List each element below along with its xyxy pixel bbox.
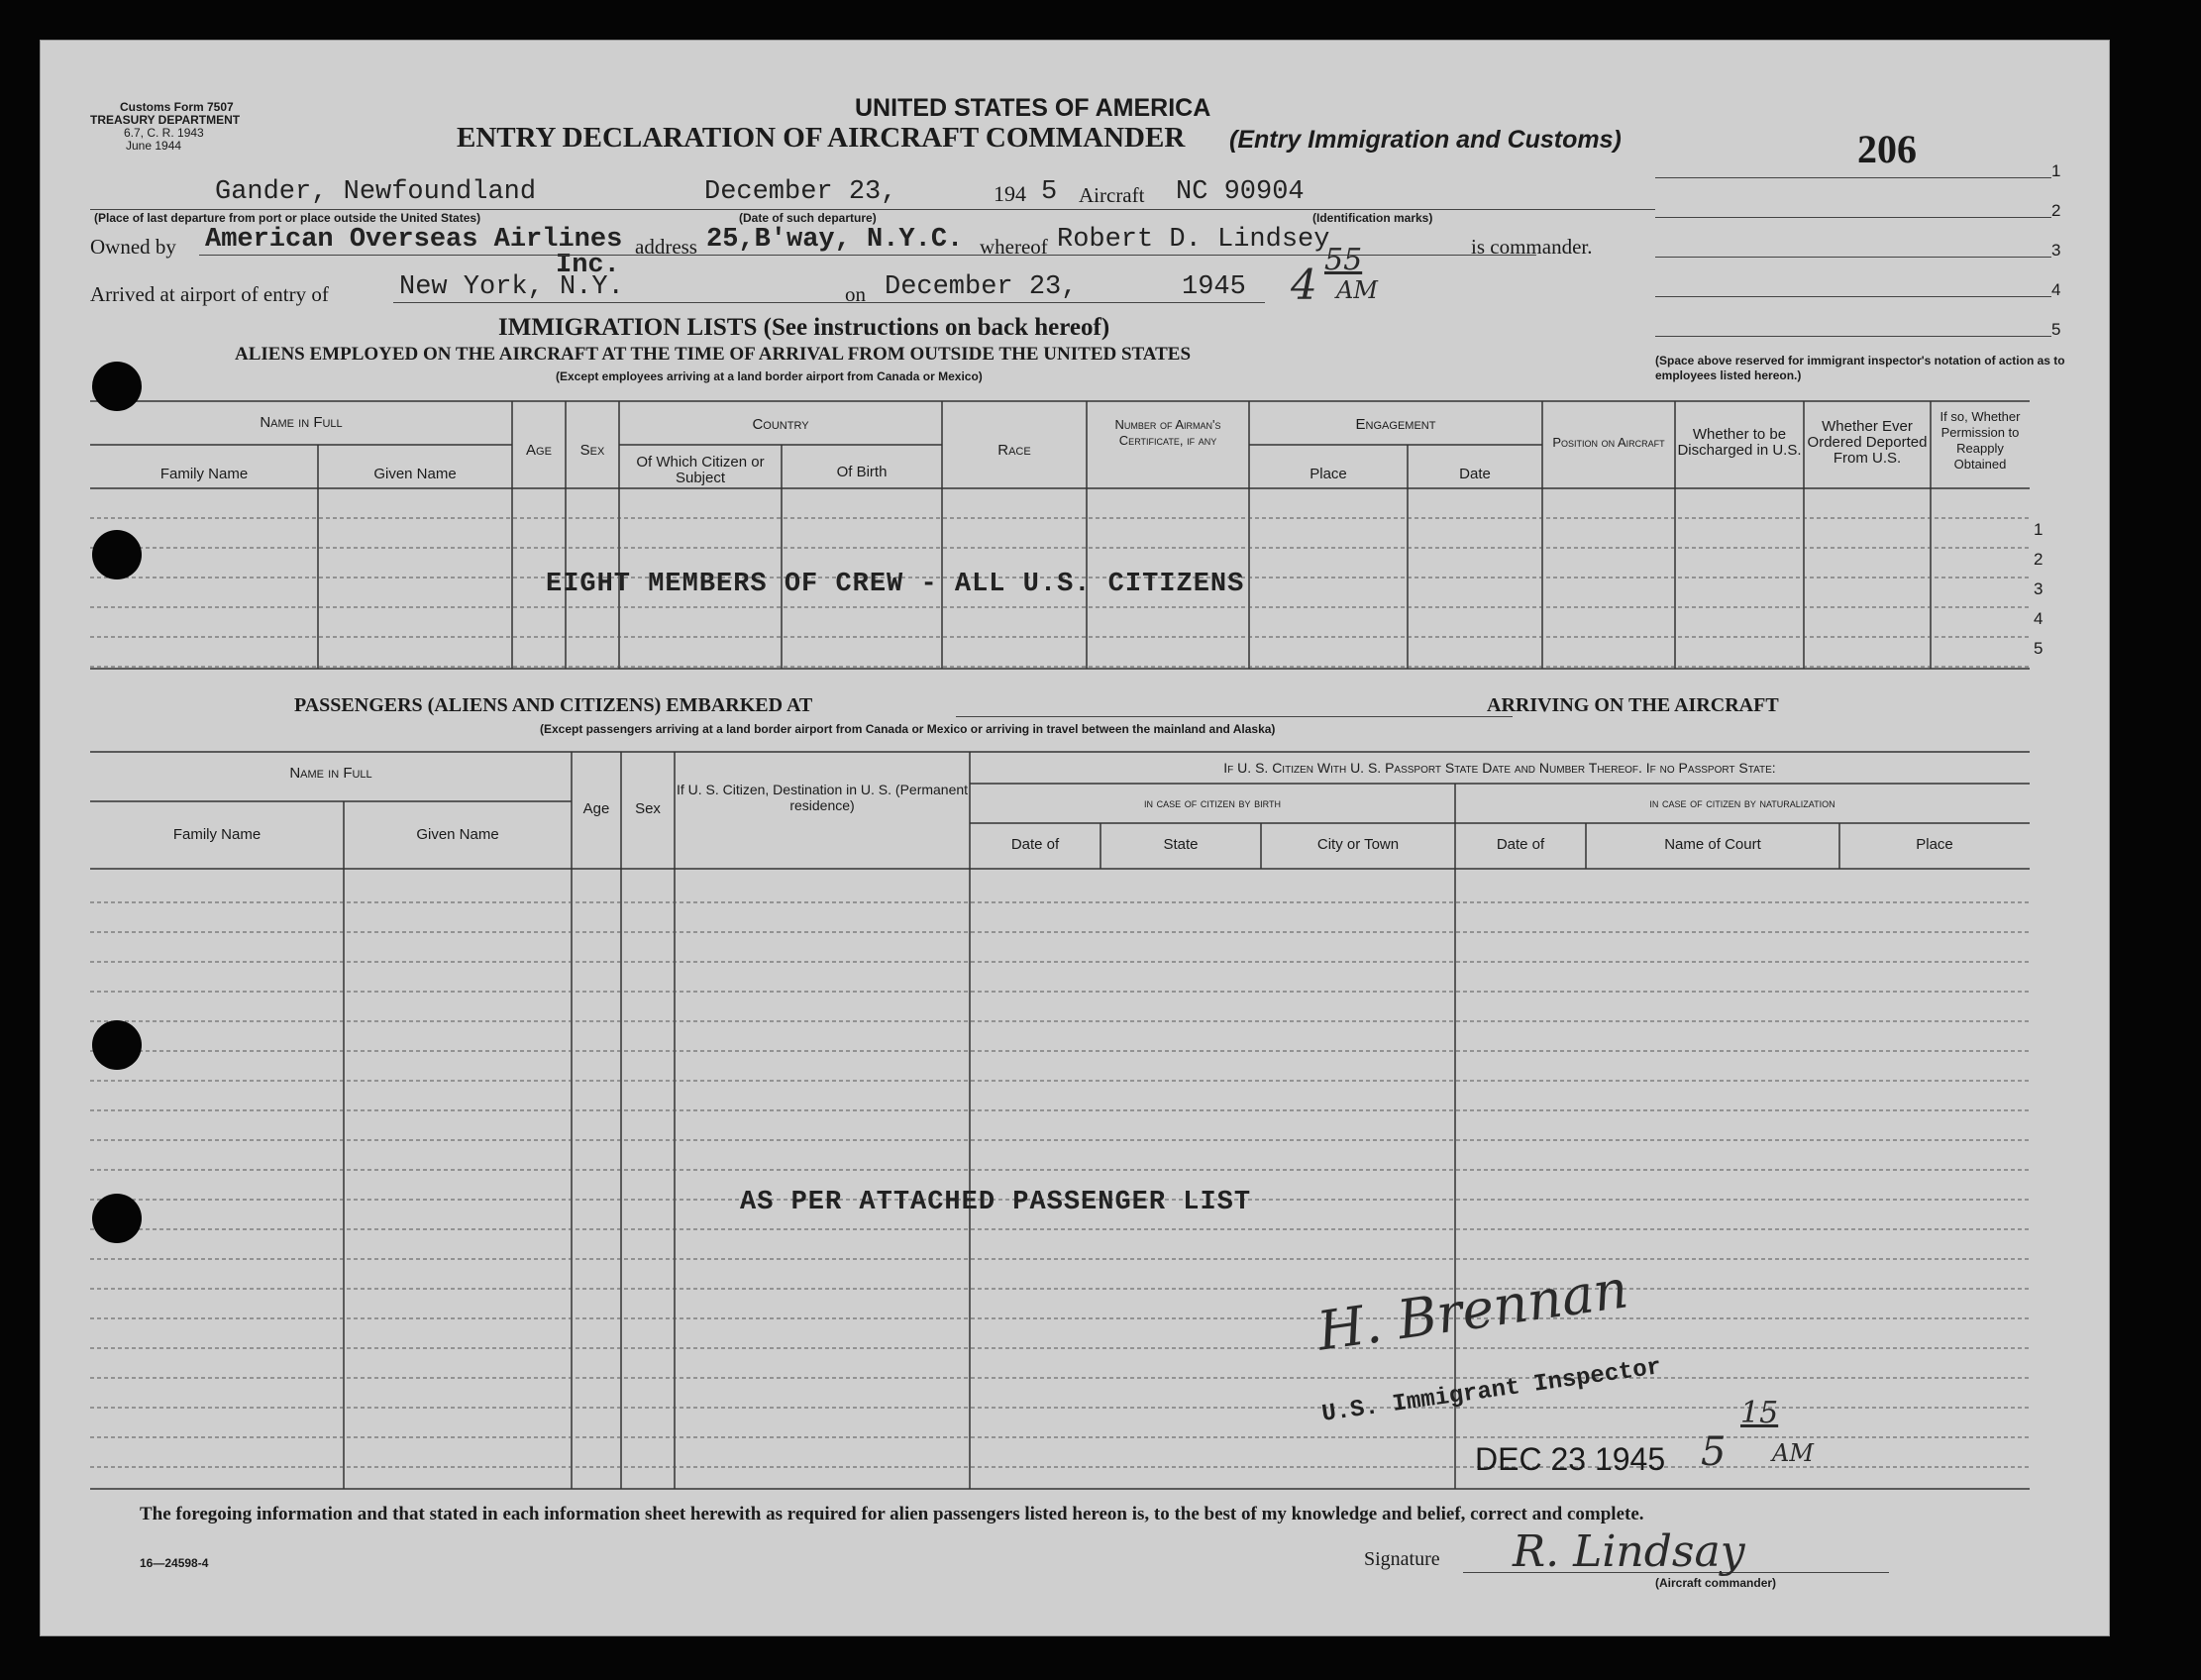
pcol-naturalization-date: Date of bbox=[1496, 836, 1545, 853]
pcol-given-name: Given Name bbox=[416, 826, 499, 843]
pcol-passport: If U. S. Citizen With U. S. Passport State Date and Number Thereof. If no Passport State: bbox=[1223, 760, 1776, 776]
col-position: Position on Aircraft bbox=[1552, 435, 1665, 450]
row-number: 1 bbox=[2034, 520, 2044, 539]
pcol-city-or-town: City or Town bbox=[1316, 836, 1400, 853]
arrival-date-value: December 23, bbox=[885, 272, 1078, 302]
passenger-entry: AS PER ATTACHED PASSENGER LIST bbox=[740, 1188, 1252, 1217]
col-given-name: Given Name bbox=[373, 466, 457, 482]
owner-value: American Overseas Airlines bbox=[205, 225, 623, 255]
col-engagement-date: Date bbox=[1459, 466, 1491, 482]
owned-by-label: Owned by bbox=[90, 235, 176, 259]
departure-place-caption: (Place of last departure from port or place outside the United States) bbox=[94, 211, 481, 225]
form-date: June 1944 bbox=[126, 139, 182, 153]
immigration-heading: IMMIGRATION LISTS (See instructions on back hereof) bbox=[498, 314, 1110, 341]
year-suffix: 5 bbox=[1041, 177, 1058, 207]
signature-label: Signature bbox=[1364, 1548, 1440, 1570]
year-prefix: 194 bbox=[994, 181, 1026, 206]
punch-hole bbox=[92, 530, 142, 579]
pcol-by-birth: in case of citizen by birth bbox=[1144, 795, 1281, 810]
departure-date-value: December 23, bbox=[704, 177, 897, 207]
col-of-birth: Of Birth bbox=[836, 464, 888, 480]
arrival-year-value: 1945 bbox=[1182, 272, 1246, 302]
col-age: Age bbox=[526, 442, 552, 459]
arrived-label: Arrived at airport of entry of bbox=[90, 282, 329, 306]
col-sex: Sex bbox=[579, 442, 605, 459]
arrival-airport-value: New York, N.Y. bbox=[399, 272, 624, 302]
inspector-signature: H. Brennan bbox=[1313, 1257, 1632, 1363]
immigration-note: (Except employees arriving at a land border airport from Canada or Mexico) bbox=[556, 369, 983, 383]
pcol-age: Age bbox=[582, 800, 610, 817]
form-title: ENTRY DECLARATION OF AIRCRAFT COMMANDER bbox=[457, 122, 1186, 154]
pcol-date-of: Date of bbox=[1010, 836, 1060, 853]
pcol-family-name: Family Name bbox=[172, 826, 262, 843]
punch-hole bbox=[92, 1020, 142, 1070]
passengers-heading-right: ARRIVING ON THE AIRCRAFT bbox=[1487, 694, 1779, 716]
address-value: 25,B'way, N.Y.C. bbox=[706, 225, 964, 255]
col-discharged: Whether to be Discharged in U.S. bbox=[1677, 426, 1802, 459]
col-engagement-place: Place bbox=[1310, 466, 1347, 482]
commander-value: Robert D. Lindsey bbox=[1057, 225, 1330, 255]
pcol-destination: If U. S. Citizen, Destination in U. S. (Permanent residence) bbox=[676, 782, 969, 813]
departure-date-caption: (Date of such departure) bbox=[739, 211, 877, 225]
row-number: 3 bbox=[2034, 579, 2044, 598]
owner-value-cont: Inc. bbox=[556, 251, 620, 280]
row-number: 5 bbox=[2034, 639, 2044, 658]
department-name: TREASURY DEPARTMENT bbox=[90, 113, 241, 127]
pcol-by-naturalization: in case of citizen by naturalization bbox=[1649, 795, 1835, 810]
arrival-time-min: 55 bbox=[1324, 243, 1363, 277]
address-label: address bbox=[635, 235, 697, 259]
col-family-name: Family Name bbox=[159, 466, 249, 482]
pcol-place: Place bbox=[1916, 836, 1953, 853]
inspector-title: U.S. Immigrant Inspector bbox=[1319, 1354, 1663, 1428]
punch-hole bbox=[92, 362, 142, 411]
passengers-heading: PASSENGERS (ALIENS AND CITIZENS) EMBARKED AT bbox=[294, 694, 813, 716]
passengers-note: (Except passengers arriving at a land border airport from Canada or Mexico or arriving in travel between the mainland and Alaska) bbox=[540, 722, 1276, 736]
col-deported: Whether Ever Ordered Deported From U.S. bbox=[1807, 418, 1928, 467]
commander-signature: R. Lindsay bbox=[1513, 1526, 1745, 1577]
col-name-in-full: Name in Full bbox=[260, 414, 343, 431]
row-number: 4 bbox=[2034, 609, 2044, 628]
col-permission: If so, Whether Permission to Reapply Obtained bbox=[1939, 409, 2021, 472]
inspector-stamp-date: DEC 23 1945 bbox=[1475, 1441, 1666, 1477]
inspector-time-hour: 5 bbox=[1701, 1429, 1727, 1475]
country-title: UNITED STATES OF AMERICA bbox=[855, 94, 1211, 122]
whereof-label: whereof bbox=[980, 235, 1048, 259]
aircraft-id-value: NC 90904 bbox=[1176, 177, 1305, 207]
pcol-state: State bbox=[1163, 836, 1199, 853]
arrival-time-hour: 4 bbox=[1291, 261, 1317, 309]
immigration-subheading: ALIENS EMPLOYED ON THE AIRCRAFT AT THE TIME OF ARRIVAL FROM OUTSIDE THE UNITED STATES bbox=[235, 344, 1192, 365]
print-code: 16—24598-4 bbox=[140, 1556, 209, 1570]
inspector-time-min: 15 bbox=[1740, 1396, 1779, 1430]
pcol-name-of-court: Name of Court bbox=[1664, 836, 1761, 853]
col-engagement: Engagement bbox=[1355, 416, 1436, 433]
certification-text: The foregoing information and that stated in each information sheet herewith as required for alien passengers listed hereon is, to the best of my knowledge and belief, correct and complete. bbox=[140, 1504, 1644, 1524]
crew-entry: EIGHT MEMBERS OF CREW - ALL U.S. CITIZENS bbox=[546, 570, 1245, 599]
pcol-sex: Sex bbox=[635, 800, 661, 817]
regulation-ref: 6.7, C. R. 1943 bbox=[124, 126, 204, 140]
aircraft-label: Aircraft bbox=[1079, 183, 1145, 207]
aircraft-id-caption: (Identification marks) bbox=[1312, 211, 1433, 225]
inspector-time-ampm: AM bbox=[1772, 1439, 1814, 1467]
form-title-subtitle: (Entry Immigration and Customs) bbox=[1229, 126, 1622, 154]
signature-caption: (Aircraft commander) bbox=[1655, 1576, 1777, 1590]
col-country: Country bbox=[752, 416, 809, 433]
is-commander-label: is commander. bbox=[1471, 235, 1593, 259]
departure-place-value: Gander, Newfoundland bbox=[215, 177, 537, 207]
serial-number: 206 bbox=[1857, 127, 1917, 171]
customs-form-number: Customs Form 7507 bbox=[120, 100, 234, 114]
form-sheet: Customs Form 7507 TREASURY DEPARTMENT 6.7, C. R. 1943 June 1944 UNITED STATES OF AMERICA ENTRY DECLARATION OF AIRCRAFT COMMANDER (Entry Immigration and Customs) 206 1 2 3 4 5 (Space above reserved for immigrant inspector's notation of action as to employees listed hereon.) Gander, Newfoundland (Place of last departure from port or place outside the United States) December 23, (Date of such departure) 194 5 Aircraft NC 90904 (Identification marks) Owned by American Overseas Airlines Inc. address 25,B'way, N.Y.C. whereof Robert D. Lindsey is commander. Arrived at airport of entry of New York, N.Y. on December 23, 1945 4 55 AM IMMIGRATION LISTS (See instructions on back hereof) ALIENS EMPLOYED ON THE AIRCRAFT AT THE TIME OF ARRIVAL FROM OUTSIDE THE UNITED STATES (Except employees arriving at a land border airport from Canada or Mexico) Name in Full Family Name Given Name Age Sex Country Of Which Citizen or Subject Of Birth Race Number of Airman's Certificate, if any Engagement Place Date Position on Aircraft Whether to be Discharged in U.S. Whether Ever Ordered Deported From U.S. If so, Whether Permission to Reapply Obtained 1 2 3 4 5 EIGHT MEMBERS OF CREW - ALL U.S. CITIZENS PASSENGERS (ALIENS AND CITIZENS) EMBARKED AT ARRIVING ON THE AIRCRAFT (Except passengers arriving at a land border airport from Canada or Mexico or arriving in travel between the mainland and Alaska) Name in Full Family Name Given Name Age Sex If U. S. Citizen, Destination in U. S. (Permanent residence) If U. S. Citizen With U. S. Passport State Date and Number Thereof. If no Passport State: in case of citizen by birth in case of citizen by naturalization Date of State City or Town Date of Name of Court Place AS PER ATTACHED PASSENGER LIST H. Brennan U.S. Immigrant Inspector DEC 23 1945 5 15 AM The foregoing information and that stated in each information sheet herewith as required for alien passengers listed hereon is, to the best of my knowledge and belief, correct and complete. 16—24598-4 Signature R. Lindsay (Aircraft commander) bbox=[40, 40, 2110, 1636]
on-label: on bbox=[845, 282, 866, 306]
inspector-notation-note: (Space above reserved for immigrant inspector's notation of action as to employees listed hereon.) bbox=[1655, 354, 2065, 382]
arrival-time-ampm: AM bbox=[1336, 276, 1378, 304]
col-citizen-of: Of Which Citizen or Subject bbox=[636, 454, 765, 486]
row-number: 2 bbox=[2034, 550, 2044, 569]
punch-hole bbox=[92, 1194, 142, 1243]
pcol-name-in-full: Name in Full bbox=[289, 765, 372, 782]
col-certificate: Number of Airman's Certificate, if any bbox=[1114, 417, 1221, 448]
col-race: Race bbox=[997, 442, 1031, 459]
